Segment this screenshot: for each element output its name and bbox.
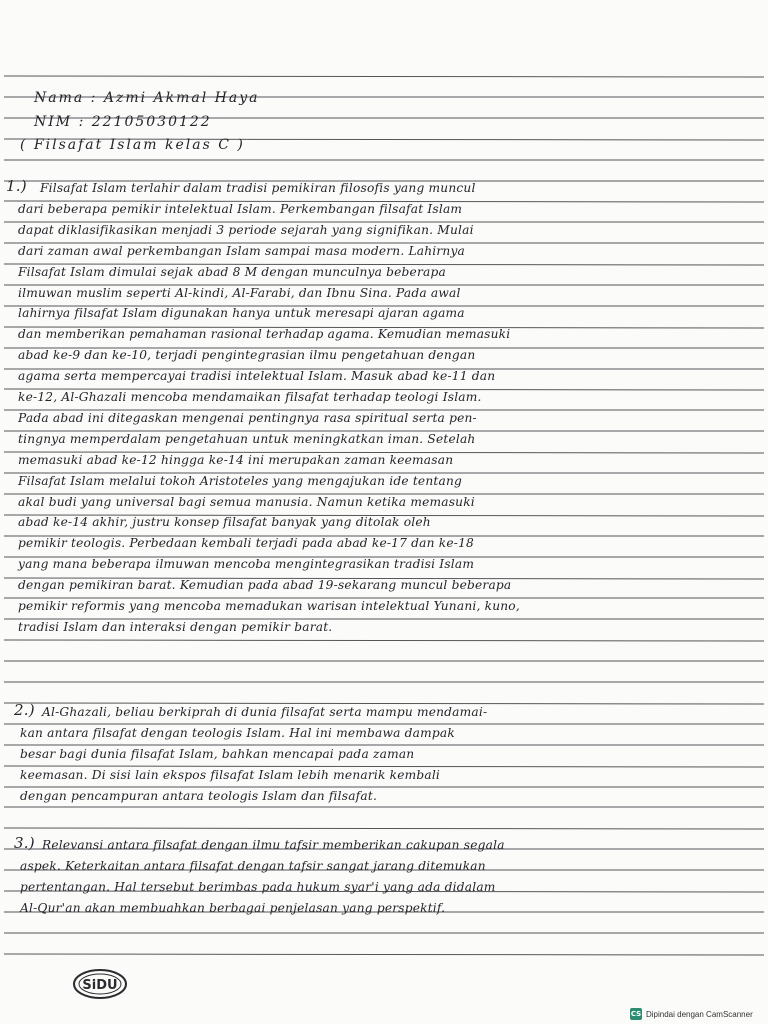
ruled-line xyxy=(4,640,764,641)
handwritten-line: ilmuwan muslim seperti Al-kindi, Al-Farabi, dan Ibnu Sina. Pada awal xyxy=(18,285,461,300)
handwritten-line: Filsafat Islam melalui tokoh Aristoteles yang mengajukan ide tentang xyxy=(18,473,463,488)
handwritten-line: dengan pemikiran barat. Kemudian pada abad 19-sekarang muncul beberapa xyxy=(18,578,512,593)
svg-text:SiDU: SiDU xyxy=(82,978,118,993)
class-line: ( Filsafat Islam kelas C ) xyxy=(20,137,245,153)
handwritten-line: aspek. Keterkaitan antara filsafat dengan tafsir sangat jarang ditemukan xyxy=(20,858,486,873)
handwritten-line: ke-12, Al-Ghazali mencoba mendamaikan filsafat terhadap teologi Islam. xyxy=(18,390,482,404)
handwritten-line: keemasan. Di sisi lain ekspos filsafat Islam lebih menarik kembali xyxy=(20,767,441,782)
handwritten-line: Filsafat Islam terlahir dalam tradisi pemikiran filosofis yang muncul xyxy=(40,181,476,195)
handwritten-line: pemikir reformis yang mencoba memadukan warisan intelektual Yunani, kuno, xyxy=(18,599,520,613)
nim-line: NIM : 22105030122 xyxy=(34,114,212,130)
handwritten-line: Relevansi antara filsafat dengan ilmu tafsir memberikan cakupan segala xyxy=(42,838,505,852)
handwritten-line: tingnya memperdalam pengetahuan untuk meningkatkan iman. Setelah xyxy=(18,431,476,446)
sidu-stamp-logo xyxy=(72,968,128,1000)
ruled-line xyxy=(4,703,764,704)
handwritten-line: abad ke-9 dan ke-10, terjadi pengintegrasian ilmu pengetahuan dengan xyxy=(18,348,476,363)
handwritten-line: tradisi Islam dan interaksi dengan pemikir barat. xyxy=(18,619,333,634)
handwritten-line: lahirnya filsafat Islam digunakan hanya untuk meresapi ajaran agama xyxy=(18,306,465,321)
handwritten-line: dari zaman awal perkembangan Islam sampai masa modern. Lahirnya xyxy=(18,243,465,258)
handwritten-line: memasuki abad ke-12 hingga ke-14 ini merupakan zaman keemasan xyxy=(18,452,454,467)
handwritten-line: dapat diklasifikasikan menjadi 3 periode sejarah yang signifikan. Mulai xyxy=(18,222,474,237)
handwritten-line: Pada abad ini ditegaskan mengenai pentingnya rasa spiritual serta pen- xyxy=(18,410,477,425)
handwritten-line: dan memberikan pemahaman rasional terhadap agama. Kemudian memasuki xyxy=(18,327,511,342)
handwritten-line: dengan pencampuran antara teologis Islam dan filsafat. xyxy=(20,788,378,803)
ruled-line xyxy=(4,828,764,829)
camscanner-watermark xyxy=(630,1007,753,1021)
ruled-line xyxy=(4,954,764,955)
handwritten-line: agama serta mempercayai tradisi intelektual Islam. Masuk abad ke-11 dan xyxy=(18,369,496,384)
camscanner-text: Dipindai dengan CamScanner xyxy=(646,1009,753,1019)
ruled-line xyxy=(4,76,764,77)
answer-2-number: 2.) xyxy=(14,701,35,719)
handwritten-line: pertentangan. Hal tersebut berimbas pada hukum syar'i yang ada didalam xyxy=(20,879,496,894)
handwritten-line: abad ke-14 akhir, justru konsep filsafat banyak yang ditolak oleh xyxy=(18,515,431,530)
handwritten-line: dari beberapa pemikir intelektual Islam. Perkembangan filsafat Islam xyxy=(18,201,463,216)
handwritten-line: Al-Ghazali, beliau berkiprah di dunia filsafat serta mampu mendamai- xyxy=(42,705,488,719)
name-line: Nama : Azmi Akmal Haya xyxy=(34,90,260,106)
handwritten-line: besar bagi dunia filsafat Islam, bahkan mencapai pada zaman xyxy=(20,746,415,761)
handwritten-line: Filsafat Islam dimulai sejak abad 8 M dengan munculnya beberapa xyxy=(18,264,446,279)
handwritten-line: akal budi yang universal bagi semua manusia. Namun ketika memasuki xyxy=(18,494,475,509)
camscanner-icon: CS xyxy=(630,1010,642,1018)
answer-3-number: 3.) xyxy=(14,834,35,852)
handwritten-line: kan antara filsafat dengan teologis Islam. Hal ini membawa dampak xyxy=(20,725,455,740)
handwritten-line: yang mana beberapa ilmuwan mencoba mengintegrasikan tradisi Islam xyxy=(18,557,475,572)
handwritten-line: pemikir teologis. Perbedaan kembali terjadi pada abad ke-17 dan ke-18 xyxy=(18,536,474,551)
answer-1-number: 1.) xyxy=(6,177,27,195)
handwritten-line: Al-Qur'an akan membuahkan berbagai penjelasan yang perspektif. xyxy=(20,900,446,915)
